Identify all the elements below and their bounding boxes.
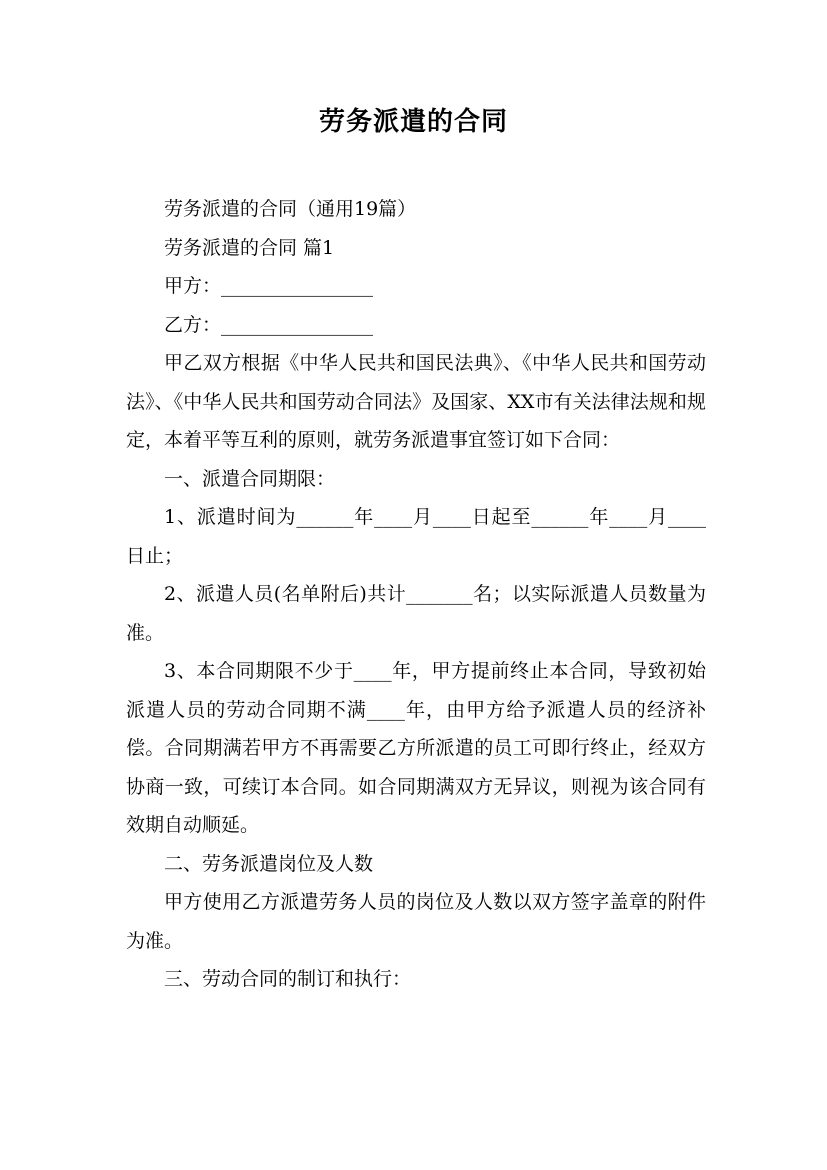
section-heading: 劳务派遣的合同 篇1 xyxy=(164,236,335,259)
clause-item-2: 2、派遣人员(名单附后)共计_______名；以实际派遣人员数量为准。 xyxy=(126,583,706,644)
clause-item-3: 3、本合同期限不少于____年，甲方提前终止本合同，导致初始派遣人员的劳动合同期不满____年，由甲方给予派遣人员的经济补偿。合同期满若甲方不再需要乙方所派遣的员工可即行终止，经双方协商一致，可续订本合同。如合同期满双方无异议，则视为该合同有效期自动顺延。 xyxy=(126,660,706,836)
clause-heading-1: 一、派遣合同期限： xyxy=(164,467,336,490)
clause-item-1: 1、派遣时间为______年____月____日起至______年____月____日止； xyxy=(126,506,706,567)
clause-heading-2: 二、劳务派遣岗位及人数 xyxy=(164,852,374,875)
clause-paragraph-2: 甲方使用乙方派遣劳务人员的岗位及人数以双方签字盖章的附件为准。 xyxy=(126,891,706,952)
party-a-line: 甲方：________________ xyxy=(164,275,374,297)
preamble-paragraph: 甲乙双方根据《中华人民共和国民法典》、《中华人民共和国劳动法》、《中华人民共和国劳动合同法》及国家、XX市有关法律法规和规定，本着平等互利的原则，就劳务派遣事宜签订如下合同： xyxy=(126,352,706,451)
subtitle-paragraph: 劳务派遣的合同（通用19篇） xyxy=(164,198,417,220)
clause-heading-3: 三、劳动合同的制订和执行： xyxy=(164,968,412,990)
party-b-line: 乙方：________________ xyxy=(164,313,374,336)
document-body xyxy=(126,190,706,999)
document-title: 劳务派遣的合同 xyxy=(318,107,508,137)
